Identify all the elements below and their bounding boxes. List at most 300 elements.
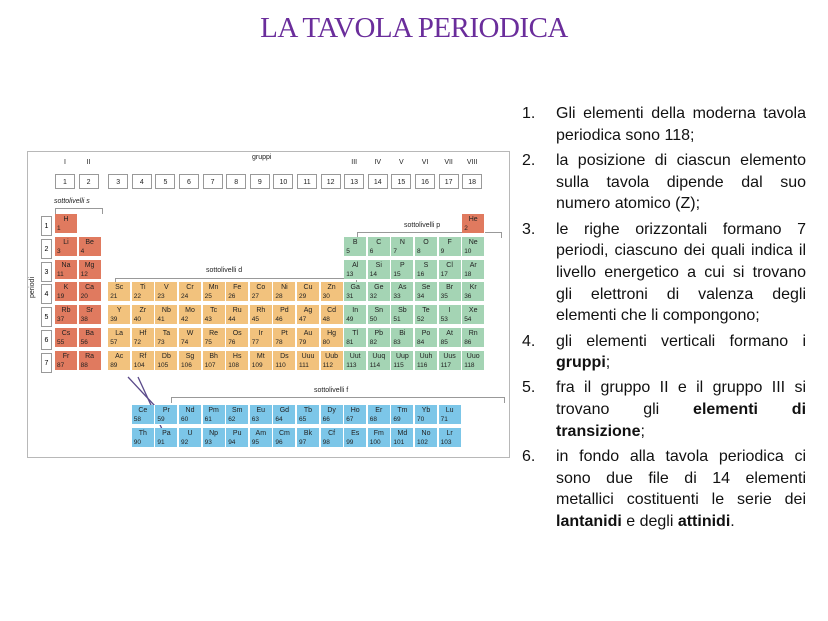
element-cell <box>132 351 155 371</box>
element-symbol: Sr <box>86 307 94 315</box>
sottolivelli-s-label: sottolivelli s <box>54 198 90 205</box>
element-cell <box>391 260 414 280</box>
atomic-number: 78 <box>275 339 283 346</box>
element-symbol: Bk <box>303 430 313 437</box>
atomic-number: 45 <box>251 316 260 324</box>
atomic-number: 25 <box>204 293 212 301</box>
element-symbol: Sc <box>115 284 124 292</box>
atomic-number: 80 <box>322 339 330 346</box>
atomic-number: 34 <box>417 293 425 301</box>
element-symbol: Ir <box>258 330 263 337</box>
list-bold-text: attinidi <box>677 513 731 531</box>
atomic-number: 96 <box>275 439 283 446</box>
element-cell <box>297 328 320 348</box>
atomic-number: 6 <box>369 247 374 255</box>
list-text: . <box>730 513 735 531</box>
group-roman: I <box>64 159 66 166</box>
element-cell <box>439 305 462 325</box>
atomic-number: 85 <box>440 339 448 346</box>
atomic-number: 46 <box>275 316 283 324</box>
element-symbol: Nd <box>185 407 195 414</box>
element-symbol: Tm <box>397 407 408 414</box>
element-symbol: Mn <box>208 284 219 292</box>
atomic-number: 63 <box>251 416 260 423</box>
element-cell <box>226 305 249 325</box>
atomic-number: 94 <box>228 439 236 446</box>
element-cell <box>273 405 296 425</box>
element-cell <box>391 282 414 302</box>
element-symbol: As <box>398 284 407 292</box>
atomic-number: 40 <box>133 316 142 324</box>
atomic-number: 106 <box>181 361 192 369</box>
element-symbol: Uup <box>395 352 409 360</box>
element-cell <box>368 405 391 425</box>
element-cell <box>226 405 249 425</box>
element-cell <box>368 305 391 325</box>
element-cell <box>155 428 178 448</box>
atomic-number: 4 <box>80 247 85 255</box>
element-cell <box>321 305 344 325</box>
atomic-number: 102 <box>417 439 428 446</box>
list-number: 6. <box>522 448 536 466</box>
element-symbol: Au <box>303 330 313 337</box>
element-cell <box>368 260 391 280</box>
group-number: 14 <box>368 174 388 189</box>
atomic-number: 24 <box>181 293 189 301</box>
element-cell <box>179 282 202 302</box>
atomic-number: 8 <box>417 247 421 255</box>
element-symbol: Mt <box>256 352 265 360</box>
element-symbol: U <box>187 430 193 437</box>
element-cell <box>203 282 226 302</box>
atomic-number: 76 <box>228 339 236 346</box>
atomic-number: 100 <box>369 439 381 446</box>
atomic-number: 98 <box>322 439 330 446</box>
atomic-number: 35 <box>440 293 448 301</box>
element-symbol: P <box>400 261 405 269</box>
element-symbol: Cr <box>186 284 194 292</box>
atomic-number: 70 <box>417 416 425 423</box>
atomic-number: 2 <box>464 225 468 232</box>
element-symbol: Mg <box>84 261 95 269</box>
group-roman: II <box>86 159 91 166</box>
element-symbol: Re <box>209 330 219 337</box>
list-number: 4. <box>522 332 536 350</box>
element-symbol: Sn <box>374 307 384 315</box>
element-cell <box>415 260 438 280</box>
element-cell <box>368 328 391 348</box>
element-symbol: V <box>164 284 169 292</box>
list-bold-text: elementi di transizione <box>556 401 807 440</box>
atomic-number: 5 <box>346 247 350 255</box>
element-symbol: Pr <box>162 407 170 414</box>
atomic-number: 17 <box>440 270 448 278</box>
group-roman: III <box>351 159 358 166</box>
group-roman: V <box>399 159 404 166</box>
atomic-number: 113 <box>346 361 357 369</box>
group-number: 6 <box>179 174 199 189</box>
element-cell <box>462 282 485 302</box>
atomic-number: 88 <box>80 361 88 369</box>
element-cell <box>132 305 155 325</box>
atomic-number: 99 <box>346 439 354 446</box>
atomic-number: 61 <box>204 416 212 423</box>
element-cell <box>415 428 438 448</box>
element-symbol: Ga <box>350 284 360 292</box>
atomic-number: 81 <box>346 339 354 346</box>
element-symbol: Ne <box>468 238 478 246</box>
atomic-number: 13 <box>346 270 354 278</box>
element-symbol: Eu <box>256 407 266 414</box>
atomic-number: 42 <box>181 316 189 324</box>
element-cell <box>155 282 178 302</box>
atomic-number: 109 <box>251 361 263 369</box>
element-symbol: Sm <box>231 407 243 414</box>
atomic-number: 69 <box>393 416 401 423</box>
element-symbol: Ta <box>162 330 171 337</box>
element-cell <box>368 428 391 448</box>
atomic-number: 31 <box>346 293 354 301</box>
element-cell <box>250 305 273 325</box>
atomic-number: 22 <box>133 293 142 301</box>
atomic-number: 43 <box>204 316 212 324</box>
element-symbol: Cm <box>278 430 290 437</box>
element-symbol: Na <box>61 261 71 269</box>
atomic-number: 56 <box>80 339 88 346</box>
element-symbol: Y <box>116 307 122 315</box>
atomic-number: 37 <box>57 316 65 324</box>
element-symbol: Bi <box>399 330 406 337</box>
list-item <box>522 331 806 374</box>
periodi-label: periodi <box>29 276 37 299</box>
element-cell <box>250 328 273 348</box>
element-symbol: Pd <box>280 307 289 315</box>
element-symbol: Am <box>255 430 267 437</box>
list-item <box>522 446 806 533</box>
element-cell <box>226 282 249 302</box>
element-symbol: Ag <box>303 307 313 315</box>
element-cell <box>462 328 485 348</box>
element-symbol: Si <box>375 261 382 269</box>
element-cell <box>273 282 296 302</box>
element-symbol: Es <box>351 430 360 437</box>
element-cell <box>79 237 102 257</box>
atomic-number: 55 <box>57 339 65 346</box>
element-cell <box>344 351 367 371</box>
element-cell <box>344 282 367 302</box>
element-cell <box>344 305 367 325</box>
element-cell <box>273 351 296 371</box>
element-symbol: Pm <box>208 407 219 414</box>
atomic-number: 3 <box>57 247 61 255</box>
group-number: 10 <box>273 174 293 189</box>
atomic-number: 44 <box>228 316 236 324</box>
element-symbol: Rb <box>61 307 71 315</box>
atomic-number: 60 <box>181 416 189 423</box>
atomic-number: 93 <box>204 439 212 446</box>
atomic-number: 14 <box>369 270 378 278</box>
element-symbol: Tl <box>352 330 359 337</box>
element-symbol: Bh <box>209 352 218 360</box>
element-cell <box>321 428 344 448</box>
list-text: gli elementi verticali formano i <box>556 332 806 350</box>
element-symbol: Li <box>63 238 69 246</box>
group-number: 7 <box>203 174 223 189</box>
element-symbol: Cf <box>328 430 336 437</box>
element-symbol: Uuq <box>372 352 386 360</box>
atomic-number: 30 <box>322 293 330 301</box>
element-symbol: Np <box>209 430 219 437</box>
element-cell <box>439 260 462 280</box>
atomic-number: 57 <box>110 339 118 346</box>
element-symbol: Fm <box>373 430 384 437</box>
element-cell <box>344 260 367 280</box>
element-symbol: Db <box>161 352 171 360</box>
atomic-number: 29 <box>299 293 307 301</box>
atomic-number: 112 <box>322 361 333 369</box>
element-cell <box>321 351 344 371</box>
element-symbol: Yb <box>421 407 431 414</box>
sottolivelli-d-label: sottolivelli d <box>206 267 243 274</box>
element-cell <box>439 351 462 371</box>
element-symbol: Ru <box>232 307 242 315</box>
atomic-number: 115 <box>393 361 404 369</box>
element-cell <box>179 405 202 425</box>
element-symbol: Pu <box>232 430 242 437</box>
element-symbol: Uut <box>349 352 361 360</box>
element-symbol: Nb <box>161 307 171 315</box>
element-cell <box>203 405 226 425</box>
element-symbol: Uuo <box>466 352 480 360</box>
atomic-number: 54 <box>464 316 472 324</box>
atomic-number: 65 <box>299 416 307 423</box>
element-symbol: Cu <box>303 284 313 292</box>
group-number: 3 <box>108 174 128 189</box>
element-symbol: Er <box>375 407 383 414</box>
atomic-number: 117 <box>440 361 451 369</box>
element-cell <box>415 351 438 371</box>
page-title: LA TAVOLA PERIODICA <box>260 12 568 44</box>
element-symbol: O <box>423 238 429 246</box>
list-text: la posizione di ciascun elemento sulla tavola dipende dal suo numero atomico (Z); <box>556 151 806 213</box>
list-bold-text: gruppi <box>556 354 606 372</box>
element-cell <box>439 328 462 348</box>
element-symbol: K <box>63 284 69 292</box>
element-symbol: Ni <box>281 284 288 292</box>
element-cell <box>79 282 102 302</box>
atomic-number: 7 <box>393 247 398 255</box>
atomic-number: 47 <box>299 316 307 324</box>
atomic-number: 58 <box>133 416 142 423</box>
element-cell <box>297 405 320 425</box>
element-symbol: Te <box>422 307 430 315</box>
atomic-number: 27 <box>251 293 260 301</box>
element-symbol: Ba <box>85 330 94 337</box>
atomic-number: 39 <box>110 316 118 324</box>
atomic-number: 18 <box>464 270 472 278</box>
element-cell <box>155 351 178 371</box>
atomic-number: 110 <box>275 361 286 369</box>
element-symbol: Ra <box>85 352 95 360</box>
atomic-number: 83 <box>393 339 401 346</box>
atomic-number: 41 <box>157 316 165 324</box>
element-symbol: W <box>186 330 194 337</box>
element-cell <box>132 405 155 425</box>
element-symbol: Pb <box>374 330 384 337</box>
element-cell <box>179 305 202 325</box>
element-symbol: Zn <box>327 284 336 292</box>
period-number: 1 <box>41 216 52 236</box>
list-text: le righe orizzontali formano 7 periodi, ciascuno dei quali indica il livello energetico a cui si trovano gli elettroni di valenza degli elementi che li compongono; <box>556 220 806 325</box>
atomic-number: 11 <box>57 270 64 278</box>
element-cell <box>391 405 414 425</box>
element-cell <box>344 328 367 348</box>
sottolivelli-p-label: sottolivelli p <box>404 222 441 229</box>
atomic-number: 21 <box>110 293 118 301</box>
element-symbol: Al <box>352 261 359 269</box>
element-symbol: Ge <box>374 284 384 292</box>
element-cell <box>321 328 344 348</box>
group-roman: VI <box>421 159 429 166</box>
element-cell <box>462 237 485 257</box>
list-number: 3. <box>522 220 536 238</box>
list-item <box>522 150 806 215</box>
element-cell <box>439 428 462 448</box>
atomic-number: 64 <box>275 416 283 423</box>
element-cell <box>226 328 249 348</box>
period-number: 7 <box>41 353 52 373</box>
list-text: ; <box>640 422 645 440</box>
atomic-number: 32 <box>369 293 378 301</box>
atomic-number: 48 <box>322 316 330 324</box>
atomic-number: 118 <box>464 361 475 369</box>
atomic-number: 23 <box>157 293 165 301</box>
atomic-number: 59 <box>157 416 165 423</box>
group-number: 11 <box>297 174 317 189</box>
element-cell <box>344 237 367 257</box>
element-cell <box>203 305 226 325</box>
element-cell <box>179 351 202 371</box>
element-cell <box>226 351 249 371</box>
atomic-number: 79 <box>299 339 307 346</box>
element-symbol: Tb <box>303 407 313 414</box>
element-symbol: No <box>421 430 431 437</box>
atomic-number: 103 <box>440 439 452 446</box>
element-cell <box>415 405 438 425</box>
element-symbol: Ac <box>115 352 124 360</box>
element-cell <box>55 351 78 371</box>
element-cell <box>250 405 273 425</box>
element-symbol: Fe <box>233 284 242 292</box>
list-text: ; <box>605 354 611 372</box>
element-symbol: Rf <box>139 352 147 360</box>
atomic-number: 20 <box>80 293 88 301</box>
element-symbol: Tc <box>210 307 218 315</box>
group-number: 4 <box>132 174 152 189</box>
atomic-number: 116 <box>417 361 428 369</box>
element-cell <box>321 282 344 302</box>
element-cell <box>155 328 178 348</box>
group-number: 16 <box>415 174 435 189</box>
sottolivelli-f-label: sottolivelli f <box>314 387 349 394</box>
element-cell <box>415 305 438 325</box>
element-cell <box>297 428 320 448</box>
group-number: 5 <box>155 174 175 189</box>
list-text: Gli elementi della moderna tavola periodica sono 118; <box>556 105 806 144</box>
atomic-number: 95 <box>251 439 260 446</box>
atomic-number: 77 <box>251 339 260 346</box>
element-symbol: At <box>446 330 453 337</box>
element-cell <box>415 328 438 348</box>
element-cell <box>297 282 320 302</box>
element-cell <box>297 305 320 325</box>
element-symbol: Uuu <box>301 352 315 360</box>
atomic-number: 108 <box>228 361 240 369</box>
group-roman: IV <box>374 159 382 166</box>
element-symbol: Lu <box>445 407 454 414</box>
element-cell <box>55 260 78 280</box>
element-cell <box>368 237 391 257</box>
element-cell <box>273 328 296 348</box>
element-cell <box>250 351 273 371</box>
element-cell <box>79 260 102 280</box>
element-symbol: Mo <box>185 307 195 315</box>
group-number: 1 <box>55 174 75 189</box>
period-number: 4 <box>41 284 52 304</box>
element-symbol: Ds <box>280 352 289 360</box>
group-number: 18 <box>462 174 482 189</box>
element-symbol: Hs <box>232 352 242 360</box>
group-number: 2 <box>79 174 99 189</box>
group-number: 8 <box>226 174 246 189</box>
atomic-number: 36 <box>464 293 472 301</box>
atomic-number: 67 <box>346 416 354 423</box>
element-cell <box>391 237 414 257</box>
atomic-number: 68 <box>369 416 378 423</box>
atomic-number: 91 <box>157 439 165 446</box>
list-text: fra il gruppo II e il gruppo III si trovano gli <box>556 379 806 419</box>
group-number: 17 <box>439 174 459 189</box>
element-cell <box>344 428 367 448</box>
element-symbol: Ca <box>85 284 95 292</box>
element-cell <box>203 428 226 448</box>
element-symbol: Ar <box>469 261 477 269</box>
bullet-list <box>522 103 806 536</box>
atomic-number: 28 <box>275 293 283 301</box>
element-symbol: Ti <box>140 284 146 292</box>
atomic-number: 38 <box>80 316 88 324</box>
element-symbol: N <box>399 238 405 246</box>
atomic-number: 82 <box>369 339 378 346</box>
element-symbol: H <box>63 216 69 223</box>
atomic-number: 97 <box>299 439 307 446</box>
list-number: 1. <box>522 105 536 122</box>
list-number: 2. <box>522 151 536 169</box>
element-cell <box>79 305 102 325</box>
element-cell <box>462 351 485 371</box>
element-symbol: Cd <box>327 307 337 315</box>
element-cell <box>132 328 155 348</box>
element-cell <box>108 282 131 302</box>
atomic-number: 33 <box>393 293 401 301</box>
atomic-number: 73 <box>157 339 165 346</box>
element-symbol: Fr <box>62 352 70 360</box>
period-number: 3 <box>41 262 52 282</box>
element-symbol: Uub <box>325 352 339 360</box>
element-cell <box>250 282 273 302</box>
element-symbol: Br <box>446 284 454 292</box>
atomic-number: 87 <box>57 361 65 369</box>
